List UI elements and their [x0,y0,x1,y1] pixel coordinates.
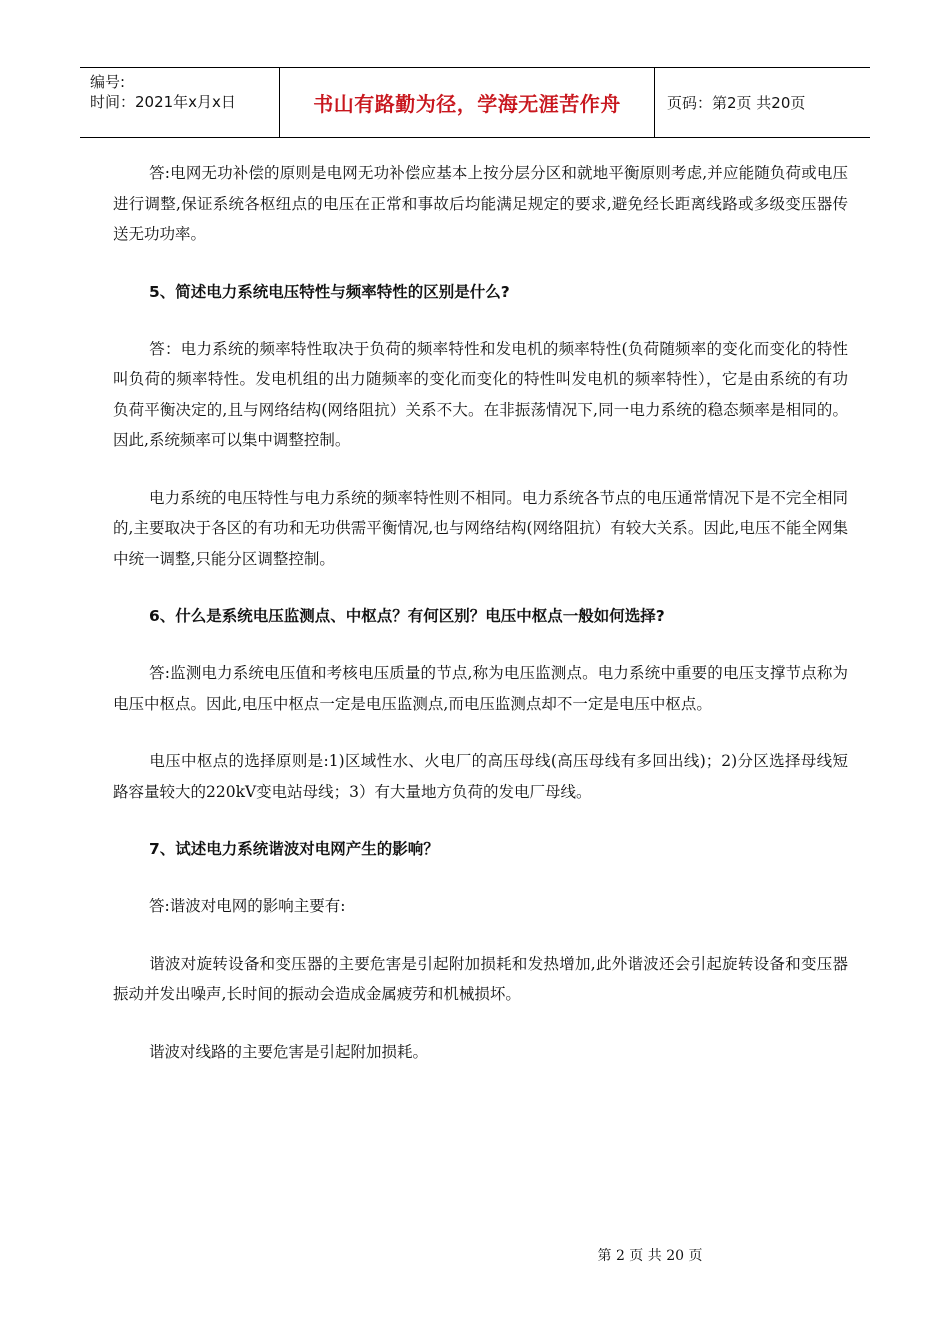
footer-page-number: 第 2 页 共 20 页 [597,1248,703,1264]
answer-paragraph: 答:谐波对电网的影响主要有: [149,897,346,915]
answer-paragraph: 谐波对旋转设备和变压器的主要危害是引起附加损耗和发热增加,此外谐波还会引起旋转设备和变压器振动并发出噪声,长时间的振动会造成金属疲劳和机械损坏。 [113,954,848,1003]
answer-paragraph: 答:电网无功补偿的原则是电网无功补偿应基本上按分层分区和就地平衡原则考虑,并应能随负荷或电压进行调整,保证系统各枢纽点的电压在正常和事故后均能满足规定的要求,避免经长距离线路或多级变压器传送无功功率。 [113,164,848,243]
answer-paragraph: 电压中枢点的选择原则是:1)区域性水、火电厂的高压母线(高压母线有多回出线)；2)分区选择母线短路容量较大的220kV变电站母线；3）有大量地方负荷的发电厂母线。 [113,752,848,801]
answer-paragraph: 答：电力系统的频率特性取决于负荷的频率特性和发电机的频率特性(负荷随频率的变化而变化的特性叫负荷的频率特性。发电机组的出力随频率的变化而变化的特性叫发电机的频率特性），它是由系统的有功负荷平衡决定的,且与网络结构(网络阻抗）关系不大。在非振荡情况下,同一电力系统的稳态频率是相同的。因此,系统频率可以集中调整控制。 [113,339,848,449]
answer-paragraph: 电力系统的电压特性与电力系统的频率特性则不相同。电力系统各节点的电压通常情况下是不完全相同的,主要取决于各区的有功和无功供需平衡情况,也与网络结构(网络阻抗）有较大关系。因此,电压不能全网集中统一调整,只能分区调整控制。 [113,488,848,568]
question-heading: 6、什么是系统电压监测点、中枢点？有何区别？电压中枢点一般如何选择? [149,607,665,625]
page-number-label: 页码：第2页 共20页 [667,94,806,112]
document-time-label: 时间：2021年x月x日 [90,93,236,111]
question-heading: 5、简述电力系统电压特性与频率特性的区别是什么? [149,282,510,301]
document-number-label: 编号: [90,73,126,91]
question-heading: 7、试述电力系统谐波对电网产生的影响？ [149,840,439,858]
header-motto-cell [280,68,655,137]
header-info [80,68,280,137]
document-body [113,158,848,1094]
answer-paragraph: 谐波对线路的主要危害是引起附加损耗。 [149,1042,429,1061]
page-footer [0,1245,950,1265]
answer-paragraph: 答:监测电力系统电压值和考核电压质量的节点,称为电压监测点。电力系统中重要的电压支撑节点称为电压中枢点。因此,电压中枢点一定是电压监测点,而电压监测点却不一定是电压中枢点。 [113,664,848,713]
header-page-cell [655,68,870,137]
page-header [80,67,870,138]
motto-text: 书山有路勤为径，学海无涯苦作舟 [313,92,621,116]
